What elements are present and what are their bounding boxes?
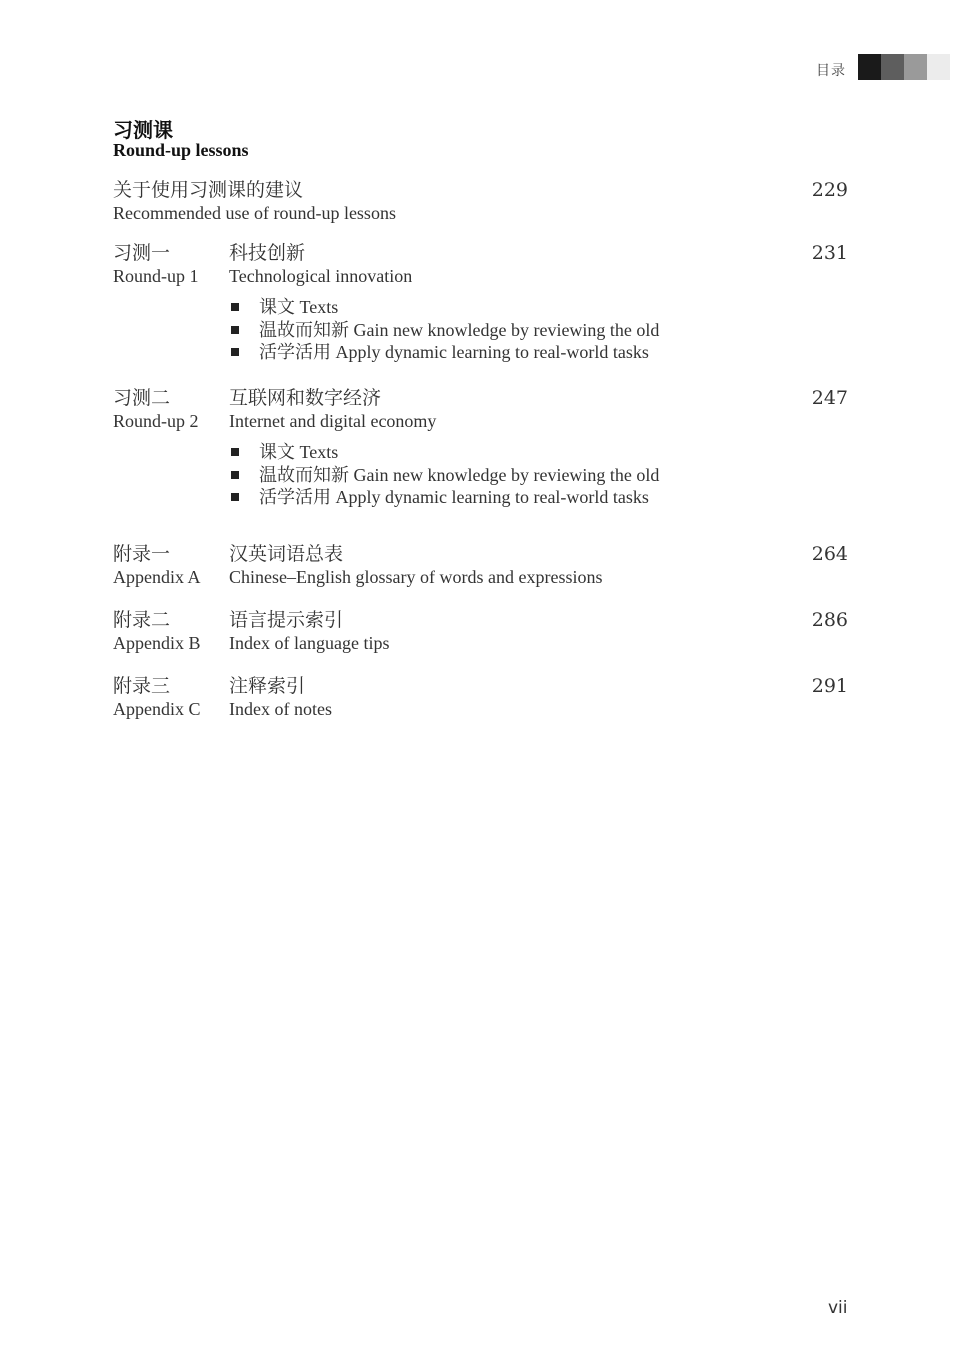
folio-page-number: vii (828, 1298, 848, 1318)
toc-entry-roundup-1[interactable] (113, 241, 848, 364)
square-bullet-icon (231, 303, 239, 311)
entry-label-cn: 附录三 (113, 675, 171, 697)
swatch-light-gray (927, 54, 950, 80)
entry-title-en: Technological innovation (229, 266, 413, 286)
entry-title-cn: 汉英词语总表 (229, 543, 344, 565)
subsection-item: 课文 Texts (229, 296, 848, 319)
square-bullet-icon (231, 448, 239, 456)
subsection-item: 温故而知新 Gain new knowledge by reviewing the old (229, 319, 848, 342)
entry-label-en: Appendix C (113, 699, 201, 719)
toc-entry-appendix-b[interactable] (113, 608, 848, 655)
header-color-bar (858, 54, 950, 80)
subsection-item: 温故而知新 Gain new knowledge by reviewing the old (229, 464, 848, 487)
entry-page: 286 (811, 609, 848, 631)
square-bullet-icon (231, 471, 239, 479)
entry-title-en: Recommended use of round-up lessons (113, 203, 396, 223)
entry-title-en: Index of language tips (229, 633, 390, 653)
entry-title-cn: 语言提示索引 (229, 609, 344, 631)
entry-page: 229 (811, 179, 848, 201)
entry-title-en: Chinese–English glossary of words and expressions (229, 567, 603, 587)
entry-label-cn: 附录二 (113, 609, 171, 631)
entry-page: 291 (811, 675, 848, 697)
entry-title-en: Index of notes (229, 699, 332, 719)
swatch-gray (904, 54, 927, 80)
toc-entry-appendix-c[interactable] (113, 674, 848, 721)
section-title-en: Round-up lessons (113, 140, 249, 160)
swatch-dark-gray (881, 54, 904, 80)
header-label: 目录 (816, 63, 846, 79)
entry-label-en: Appendix A (113, 567, 201, 587)
subsection-item: 活学活用 Apply dynamic learning to real-world tasks (229, 341, 848, 364)
toc-entry-roundup-2[interactable] (113, 386, 848, 509)
entry-title-cn: 互联网和数字经济 (229, 387, 382, 409)
subsection-list (229, 296, 848, 364)
entry-page: 264 (811, 543, 848, 565)
entry-title-en: Internet and digital economy (229, 411, 437, 431)
entry-title-cn: 注释索引 (229, 675, 306, 697)
entry-label-en: Round-up 1 (113, 266, 199, 286)
entry-label-cn: 附录一 (113, 543, 171, 565)
subsection-item: 活学活用 Apply dynamic learning to real-world tasks (229, 486, 848, 509)
entry-label-cn: 习测一 (113, 242, 171, 264)
entry-label-en: Round-up 2 (113, 411, 199, 431)
subsection-item: 课文 Texts (229, 441, 848, 464)
square-bullet-icon (231, 326, 239, 334)
square-bullet-icon (231, 348, 239, 356)
entry-title-cn: 关于使用习测课的建议 (113, 179, 304, 201)
entry-label-en: Appendix B (113, 633, 201, 653)
entry-page: 231 (811, 242, 848, 264)
toc-entry-appendix-a[interactable] (113, 542, 848, 589)
square-bullet-icon (231, 493, 239, 501)
entry-label-cn: 习测二 (113, 387, 171, 409)
entry-title-cn: 科技创新 (229, 242, 306, 264)
entry-page: 247 (811, 387, 848, 409)
toc-entry-intro[interactable] (113, 178, 848, 225)
subsection-list (229, 441, 848, 509)
section-title-cn: 习测课 (113, 118, 173, 142)
swatch-black (858, 54, 881, 80)
